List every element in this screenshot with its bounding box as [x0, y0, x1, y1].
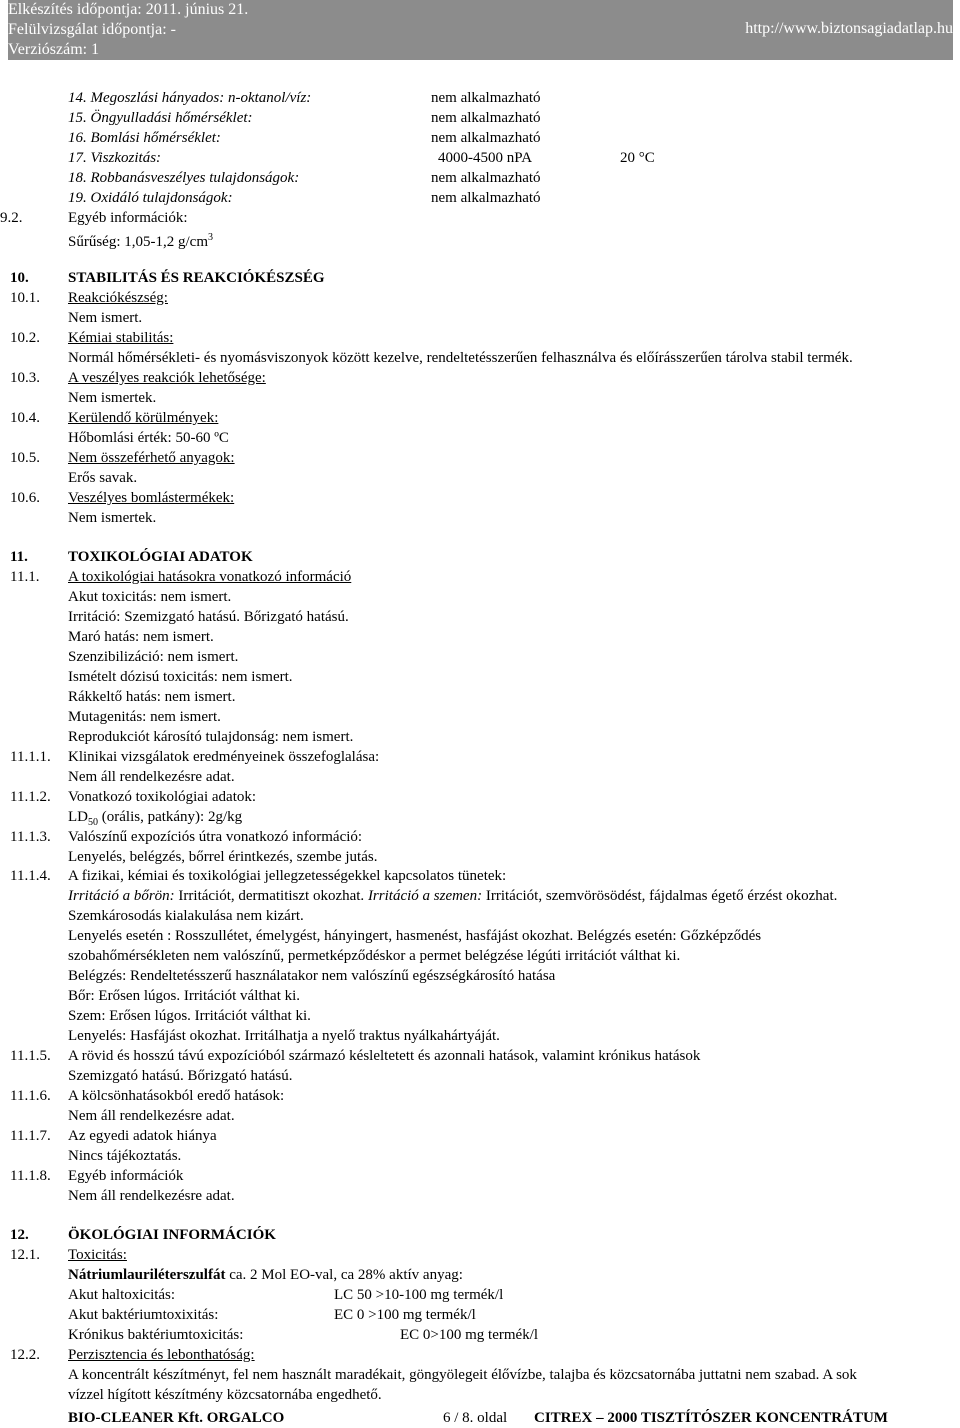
- header-created-date: Elkészítés időpontja: 2011. június 21.: [8, 1, 249, 18]
- header-version: Verziószám: 1: [8, 41, 100, 58]
- footer-company: BIO-CLEANER Kft. ORGALCO: [68, 1410, 285, 1426]
- footer-product: CITREX – 2000 TISZTÍTÓSZER KONCENTRÁTUM: [534, 1410, 888, 1426]
- footer-page-number: 6 / 8. oldal: [443, 1410, 508, 1426]
- header-revision-date: Felülvizsgálat időpontja: -: [8, 21, 176, 38]
- page-header: [8, 0, 953, 60]
- header-url-link[interactable]: http://www.biztonsagiadatlap.hu: [745, 20, 953, 37]
